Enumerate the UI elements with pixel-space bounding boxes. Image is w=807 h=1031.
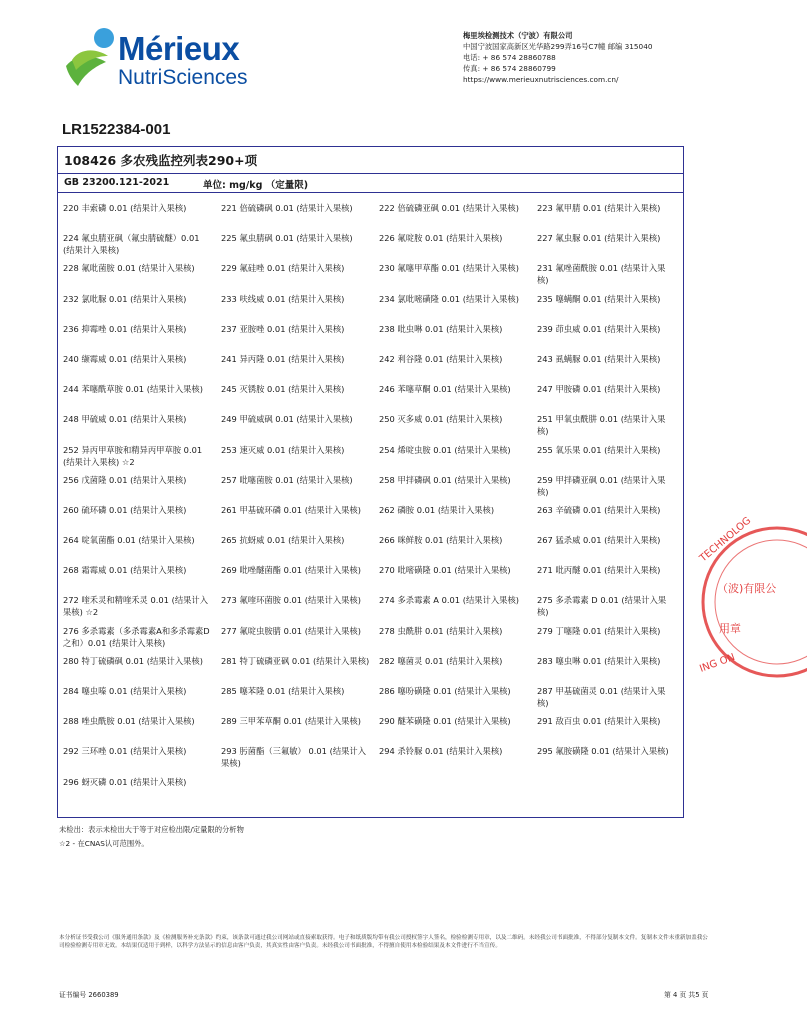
analyte-item: 244 苯噻酰草胺 0.01 (结果计入果核) <box>63 384 203 395</box>
analyte-item: 231 氟唑菌酰胺 0.01 (结果计入果核) <box>537 263 666 286</box>
analyte-item: 296 蚜灭磷 0.01 (结果计入果核) <box>63 776 187 787</box>
analyte-item: 260 硫环磷 0.01 (结果计入果核) <box>63 504 187 515</box>
analyte-item: 293 肟菌酯（三氟敏） 0.01 (结果计入果核) <box>221 746 367 769</box>
analyte-item: 249 甲硫威砜 0.01 (结果计入果核) <box>221 414 353 425</box>
standard-code: GB 23200.121-2021 <box>64 177 170 188</box>
analyte-item: 258 甲拌磷砜 0.01 (结果计入果核) <box>379 474 511 485</box>
analyte-item: 235 噻螨酮 0.01 (结果计入果核) <box>537 293 661 304</box>
analyte-item: 256 戊菌隆 0.01 (结果计入果核) <box>63 474 187 485</box>
analyte-item: 287 甲基硫菌灵 0.01 (结果计入果核) <box>537 686 666 708</box>
analyte-item: 226 氟啶胺 0.01 (结果计入果核) <box>379 233 503 244</box>
footnotes <box>59 823 244 851</box>
analyte-item: 257 吡噻菌胺 0.01 (结果计入果核) <box>221 474 353 485</box>
analyte-item: 238 吡虫啉 0.01 (结果计入果核) <box>379 323 503 334</box>
svg-text:TECHNOLOG: TECHNOLOG <box>697 515 754 565</box>
analyte-item: 234 氯吡嘧磺隆 0.01 (结果计入果核) <box>379 293 519 304</box>
company-logo <box>62 26 262 96</box>
analyte-item: 277 氟啶虫胺腈 0.01 (结果计入果核) <box>221 625 361 636</box>
analyte-item: 283 噻虫啉 0.01 (结果计入果核) <box>537 655 661 666</box>
analyte-item: 273 氟喹环菌胺 0.01 (结果计入果核) <box>221 595 361 606</box>
analyte-item: 289 三甲苯草酮 0.01 (结果计入果核) <box>221 716 361 727</box>
analyte-item: 274 多杀霉素 A 0.01 (结果计入果核) <box>379 595 519 606</box>
logo-mark-icon <box>62 26 118 90</box>
analyte-item: 248 甲硫威 0.01 (结果计入果核) <box>63 414 187 425</box>
analyte-item: 259 甲拌磷亚砜 0.01 (结果计入果核) <box>537 474 666 497</box>
analyte-item: 272 喹禾灵和精喹禾灵 0.01 (结果计入果核) ☆2 <box>63 595 209 618</box>
analyte-item: 245 灭锈胺 0.01 (结果计入果核) <box>221 384 345 395</box>
analyte-item: 250 灭多威 0.01 (结果计入果核) <box>379 414 503 425</box>
analyte-item: 286 噻吩磺隆 0.01 (结果计入果核) <box>379 686 511 696</box>
company-phone: 电话: + 86 574 28860788 <box>463 53 556 62</box>
svg-text:（波)有限公: （波)有限公 <box>717 582 777 595</box>
analyte-item: 295 氟胺磺隆 0.01 (结果计入果核) <box>537 746 669 757</box>
disclaimer-text: 本分析证书受我公司《服务通用条款》及《检测服务补充条款》约束，该条款可通过我公司网站或直接索取获得。电子和纸质版均带有我公司授权签字人签名，检验检测专用章，以及二维码。未经我公司书面批准，不得部分复制本文件。复制本文件未重新加盖我公司检验检测专用章无效。本结果仅适用于到样，以科学方法显示的信息由客户负责，其真实性由客户负责。未经我公司书面批准，不得擅自使用本检验结果及本文件进行不当宣传。 <box>59 935 708 950</box>
analyte-item: 275 多杀霉素 D 0.01 (结果计入果核) <box>537 595 667 618</box>
svg-text:ING ON: ING ON <box>698 651 737 675</box>
analyte-item: 243 虱螨脲 0.01 (结果计入果核) <box>537 353 661 364</box>
analyte-item: 237 亚胺唑 0.01 (结果计入果核) <box>221 323 345 334</box>
analyte-item: 252 异丙甲草胺和精异丙甲草胺 0.01 (结果计入果核) ☆2 <box>63 444 203 467</box>
panel-subheader <box>58 173 683 193</box>
analyte-item: 288 唑虫酰胺 0.01 (结果计入果核) <box>63 716 195 727</box>
analyte-item: 266 咪鲜胺 0.01 (结果计入果核) <box>379 535 503 546</box>
analyte-item: 254 烯啶虫胺 0.01 (结果计入果核) <box>379 444 511 455</box>
analyte-item: 281 特丁硫磷亚砜 0.01 (结果计入果核) <box>221 655 370 666</box>
analyte-item: 278 虫酰肼 0.01 (结果计入果核) <box>379 625 503 636</box>
company-address: 中国宁波国家高新区光华路299弄16号C7幢 邮编 315040 <box>463 42 653 51</box>
analyte-item: 233 呋线威 0.01 (结果计入果核) <box>221 293 345 304</box>
analyte-item: 222 倍硫磷亚砜 0.01 (结果计入果核) <box>379 203 519 213</box>
analyte-item: 253 速灭威 0.01 (结果计入果核) <box>221 444 345 455</box>
analyte-item: 255 氧乐果 0.01 (结果计入果核) <box>537 444 661 455</box>
report-number: LR1522384-001 <box>62 121 171 138</box>
certificate-number: 证书编号 2660389 <box>59 991 119 999</box>
note-cnas: ☆2 - 在CNAS认可范围外。 <box>59 839 149 848</box>
analyte-item: 276 多杀霉素（多杀霉素A和多杀霉素D之和）0.01 (结果计入果核) <box>63 625 210 648</box>
unit-label: 单位: mg/kg （定量限) <box>203 180 309 191</box>
logo-text-merieux: Mérieux <box>118 30 240 67</box>
analyte-item: 280 特丁硫磷砜 0.01 (结果计入果核) <box>63 655 203 666</box>
analyte-item: 271 吡丙醚 0.01 (结果计入果核) <box>537 565 661 576</box>
company-info <box>463 30 653 85</box>
company-website[interactable]: https://www.merieuxnutrisciences.com.cn/ <box>463 75 619 84</box>
analyte-item: 247 甲胺磷 0.01 (结果计入果核) <box>537 384 661 395</box>
company-name: 梅里埃检测技术（宁波）有限公司 <box>463 31 573 40</box>
analyte-item: 261 甲基硫环磷 0.01 (结果计入果核) <box>221 504 361 515</box>
analyte-item: 240 缬霉威 0.01 (结果计入果核) <box>63 353 187 364</box>
analyte-item: 267 猛杀威 0.01 (结果计入果核) <box>537 535 661 546</box>
analyte-item: 229 氟硅唑 0.01 (结果计入果核) <box>221 263 345 274</box>
analyte-item: 269 吡唑醚菌酯 0.01 (结果计入果核) <box>221 565 361 576</box>
analyte-item: 265 抗蚜威 0.01 (结果计入果核) <box>221 535 345 546</box>
analyte-item: 282 噻菌灵 0.01 (结果计入果核) <box>379 655 503 666</box>
note-not-detected: 未检出：表示未检出大于等于对应检出限/定量限的分析物 <box>59 825 244 834</box>
analyte-item: 223 氟甲腈 0.01 (结果计入果核) <box>537 203 661 213</box>
analyte-item: 294 杀铃脲 0.01 (结果计入果核) <box>379 746 503 757</box>
logo-text-nutrisciences: NutriSciences <box>118 66 248 89</box>
analyte-item: 221 倍硫磷砜 0.01 (结果计入果核) <box>221 203 353 213</box>
analyte-item: 220 丰索磷 0.01 (结果计入果核) <box>63 203 187 213</box>
analyte-grid <box>63 202 678 806</box>
official-seal-stamp <box>697 515 807 682</box>
analyte-item: 292 三环唑 0.01 (结果计入果核) <box>63 746 187 757</box>
analyte-item: 284 噻虫嗪 0.01 (结果计入果核) <box>63 686 187 696</box>
analyte-item: 224 氟虫腈亚砜（氟虫腈硫醚）0.01 (结果计入果核) <box>63 233 200 256</box>
analyte-item: 242 利谷隆 0.01 (结果计入果核) <box>379 353 503 364</box>
analyte-item: 264 啶氧菌酯 0.01 (结果计入果核) <box>63 535 195 546</box>
page-number: 第 4 页 共5 页 <box>664 991 709 999</box>
analyte-item: 291 敌百虫 0.01 (结果计入果核) <box>537 716 661 727</box>
analyte-item: 232 氯吡脲 0.01 (结果计入果核) <box>63 293 187 304</box>
analyte-item: 290 醚苯磺隆 0.01 (结果计入果核) <box>379 716 511 727</box>
analyte-item: 279 丁噻隆 0.01 (结果计入果核) <box>537 625 661 636</box>
analyte-item: 251 甲氧虫酰肼 0.01 (结果计入果核) <box>537 414 666 437</box>
analyte-item: 262 磷胺 0.01 (结果计入果核) <box>379 504 495 515</box>
analyte-item: 270 吡嘧磺隆 0.01 (结果计入果核) <box>379 565 511 576</box>
analyte-item: 236 抑霉唑 0.01 (结果计入果核) <box>63 323 187 334</box>
company-fax: 传真: + 86 574 28860799 <box>463 64 556 73</box>
test-panel <box>57 146 684 818</box>
analyte-item: 230 氟噻甲草酯 0.01 (结果计入果核) <box>379 263 519 274</box>
analyte-item: 239 茚虫威 0.01 (结果计入果核) <box>537 323 661 334</box>
analyte-item: 263 辛硫磷 0.01 (结果计入果核) <box>537 504 661 515</box>
analyte-item: 227 氟虫脲 0.01 (结果计入果核) <box>537 233 661 244</box>
panel-title: 108426 多农残监控列表290+项 <box>64 153 258 168</box>
analyte-item: 225 氟虫腈砜 0.01 (结果计入果核) <box>221 233 353 244</box>
svg-text:用章: 用章 <box>719 622 741 635</box>
analyte-item: 228 氟吡菌胺 0.01 (结果计入果核) <box>63 263 195 274</box>
analyte-item: 241 异丙隆 0.01 (结果计入果核) <box>221 353 345 364</box>
analyte-item: 246 苯噻草酮 0.01 (结果计入果核) <box>379 384 511 395</box>
analyte-item: 285 噻苯隆 0.01 (结果计入果核) <box>221 686 345 696</box>
analyte-item: 268 霜霉威 0.01 (结果计入果核) <box>63 565 187 576</box>
